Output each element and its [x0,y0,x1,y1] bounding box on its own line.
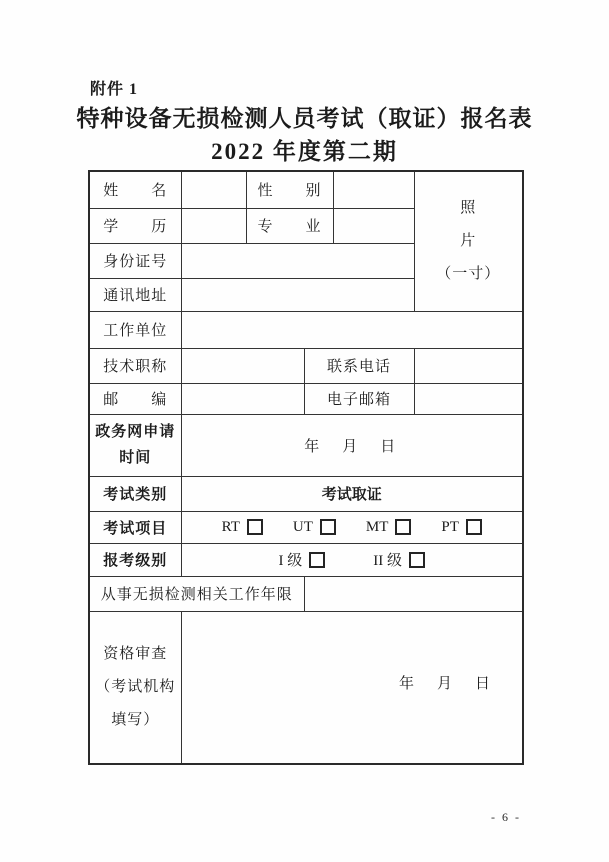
gov-apply-date-cell: 年 月 日 [181,414,523,476]
phone-label: 联系电话 [304,348,414,383]
gender-value-cell [333,171,414,208]
email-label: 电子邮箱 [304,383,414,414]
photo-label-line3: （一寸） [436,265,501,282]
postcode-value-cell [181,383,304,414]
photo-label-line2: 片 [460,232,477,249]
gender-label: 性 别 [246,171,333,208]
exam-category-label: 考试类别 [89,476,181,511]
address-label: 通讯地址 [89,278,181,311]
postcode-label: 邮 编 [89,383,181,414]
tech-title-value-cell [181,348,304,383]
photo-box [414,171,523,311]
table-row [89,383,523,414]
qualification-review-cell [181,611,523,764]
name-label: 姓 名 [89,171,181,208]
exam-level-1: I 级 [279,549,326,570]
table-row [89,171,523,208]
page-number: - 6 - [491,810,521,824]
name-value-cell [181,171,246,208]
exam-level-label: 报考级别 [89,543,181,576]
checkbox-ut [320,519,336,535]
checkbox-pt [466,519,482,535]
table-row [89,311,523,348]
exam-subject-ut: UT [293,519,336,536]
exam-level-cell [181,543,523,576]
review-date: 年 月 日 [399,675,495,692]
address-value-cell [181,278,414,311]
qualification-review-label: 资格审查 （考试机构 填写） [89,611,181,764]
table-row [89,511,523,543]
tech-title-label: 技术职称 [89,348,181,383]
exam-subject-mt: MT [366,519,412,536]
id-number-value-cell [181,243,414,278]
exam-subject-pt: PT [441,519,482,536]
table-row [89,576,523,611]
form-title: 特种设备无损检测人员考试（取证）报名表 [76,106,533,131]
table-row [89,611,523,764]
exam-subject-rt: RT [222,519,263,536]
application-form-table [88,170,524,765]
table-row [89,543,523,576]
form-subtitle: 2022 年度第二期 [211,139,398,164]
major-value-cell [333,208,414,243]
employer-value-cell [181,311,523,348]
email-value-cell [414,383,523,414]
checkbox-level-2 [409,552,425,568]
employer-label: 工作单位 [89,311,181,348]
education-label: 学 历 [89,208,181,243]
checkbox-mt [395,519,411,535]
exam-subjects-label: 考试项目 [89,511,181,543]
major-label: 专 业 [246,208,333,243]
phone-value-cell [414,348,523,383]
photo-label-line1: 照 [460,199,477,216]
education-value-cell [181,208,246,243]
checkbox-rt [247,519,263,535]
gov-apply-time-label: 政务网申请 时间 [89,414,181,476]
exam-category-value: 考试取证 [181,476,523,511]
work-years-value-cell [304,576,523,611]
exam-level-2: II 级 [373,549,425,570]
table-row [89,348,523,383]
id-number-label: 身份证号 [89,243,181,278]
work-years-label: 从事无损检测相关工作年限 [89,576,304,611]
attachment-label: 附件 1 [90,81,139,98]
checkbox-level-1 [309,552,325,568]
table-row [89,414,523,476]
exam-subjects-cell [181,511,523,543]
table-row [89,476,523,511]
